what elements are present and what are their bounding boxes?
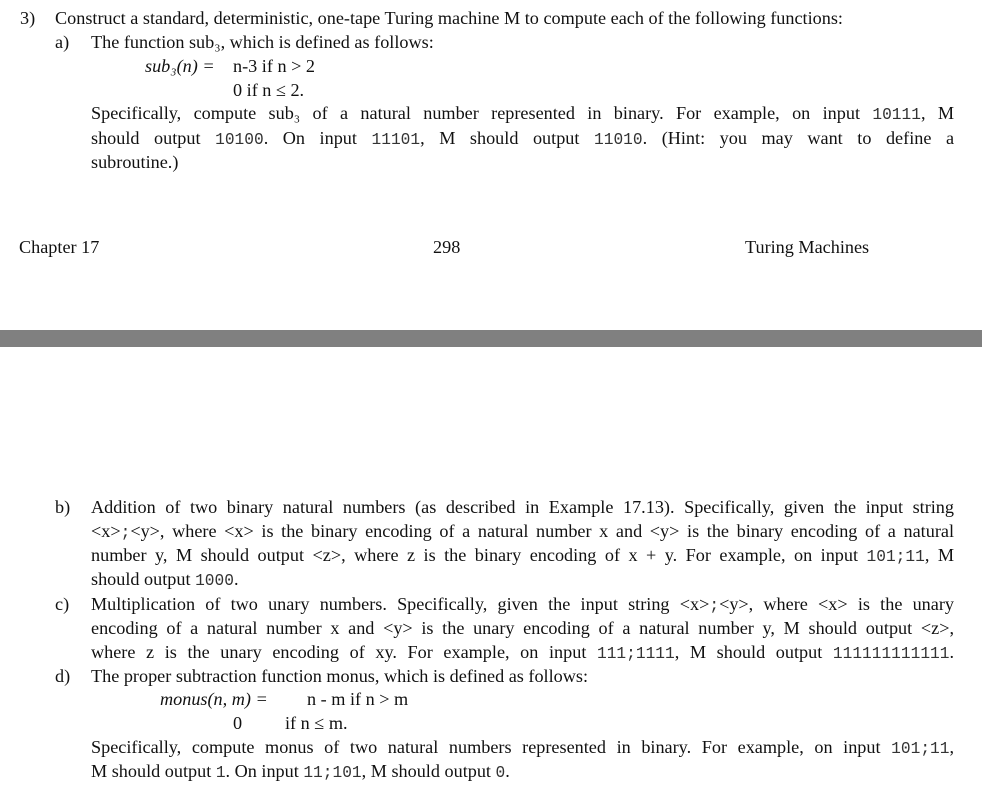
monus-definition-lhs: monus(n, m) = xyxy=(160,689,268,709)
footer-page-number: 298 xyxy=(433,237,461,257)
part-c-line-3: where z is the unary encoding of xy. For example, on input 111;1111, M should output 111111111111. xyxy=(91,642,955,663)
code-output-1000: 1000 xyxy=(195,572,234,590)
monus-case-2-value: 0 xyxy=(233,713,243,733)
part-d-paragraph-line-1: Specifically, compute monus of two natural numbers represented in binary. For example, on input 101;11, xyxy=(91,737,955,758)
code-output-11010: 11010 xyxy=(594,131,643,149)
part-a-label: a) xyxy=(55,32,70,52)
part-b-line-2: <x>;<y>, where <x> is the binary encoding of a natural number x and <y> is the binary encoding of a natural xyxy=(91,521,954,542)
code-input-101-11: 101;11 xyxy=(866,548,925,566)
footer-chapter: Chapter 17 xyxy=(19,237,100,257)
part-c-line-1: Multiplication of two unary numbers. Specifically, given the input string <x>;<y>, where <x> is the unary xyxy=(91,594,954,615)
page-break-divider xyxy=(0,330,982,347)
monus-case-2-condition: if n ≤ m. xyxy=(285,713,348,733)
part-d-paragraph-line-2: M should output 1. On input 11;101, M should output 0. xyxy=(91,761,510,782)
footer-title: Turing Machines xyxy=(745,237,870,257)
part-c-line-2: encoding of a natural number x and <y> is the unary encoding of a natural number y, M should output <z>, xyxy=(91,618,954,638)
part-b-label: b) xyxy=(55,497,71,517)
part-b-line-4: should output 1000. xyxy=(91,569,239,590)
part-a-paragraph-line-2: should output 10100. On input 11101, M should output 11010. (Hint: you may want to define a xyxy=(91,128,955,149)
part-d-label: d) xyxy=(55,666,71,686)
code-input-101-11-d: 101;11 xyxy=(891,740,950,758)
code-input-111-1111: 111;1111 xyxy=(597,645,675,663)
code-output-1: 1 xyxy=(215,764,226,782)
part-d-lead: The proper subtraction function monus, which is defined as follows: xyxy=(91,666,589,686)
part-b-line-1: Addition of two binary natural numbers (as described in Example 17.13). Specifically, given the input string xyxy=(91,497,954,517)
part-a-paragraph-line-1: Specifically, compute sub₃ of a natural number represented in binary. For example, on input 10111, M xyxy=(91,103,955,124)
monus-case-1: n - m if n > m xyxy=(307,689,409,709)
code-output-10100: 10100 xyxy=(215,131,264,149)
code-input-11101: 11101 xyxy=(371,131,421,149)
part-c-label: c) xyxy=(55,594,70,614)
part-a-paragraph-line-3: subroutine.) xyxy=(91,152,179,172)
question-intro: Construct a standard, deterministic, one-tape Turing machine M to compute each of the following functions: xyxy=(55,8,843,28)
question-number: 3) xyxy=(20,8,36,28)
code-input-10111: 10111 xyxy=(872,106,921,124)
sub3-case-1: n-3 if n > 2 xyxy=(233,56,315,76)
code-output-0: 0 xyxy=(495,764,506,782)
part-a-lead: The function sub₃, which is defined as follows: xyxy=(91,32,434,52)
sub3-definition-lhs: sub₃(n) = xyxy=(145,56,215,76)
code-output-ones: 111111111111 xyxy=(832,645,950,663)
code-input-11-101: 11;101 xyxy=(303,764,362,782)
sub3-case-2: 0 if n ≤ 2. xyxy=(233,80,305,100)
part-b-line-3: number y, M should output <z>, where z is the binary encoding of x + y. For example, on input 101;11, M xyxy=(91,545,955,566)
